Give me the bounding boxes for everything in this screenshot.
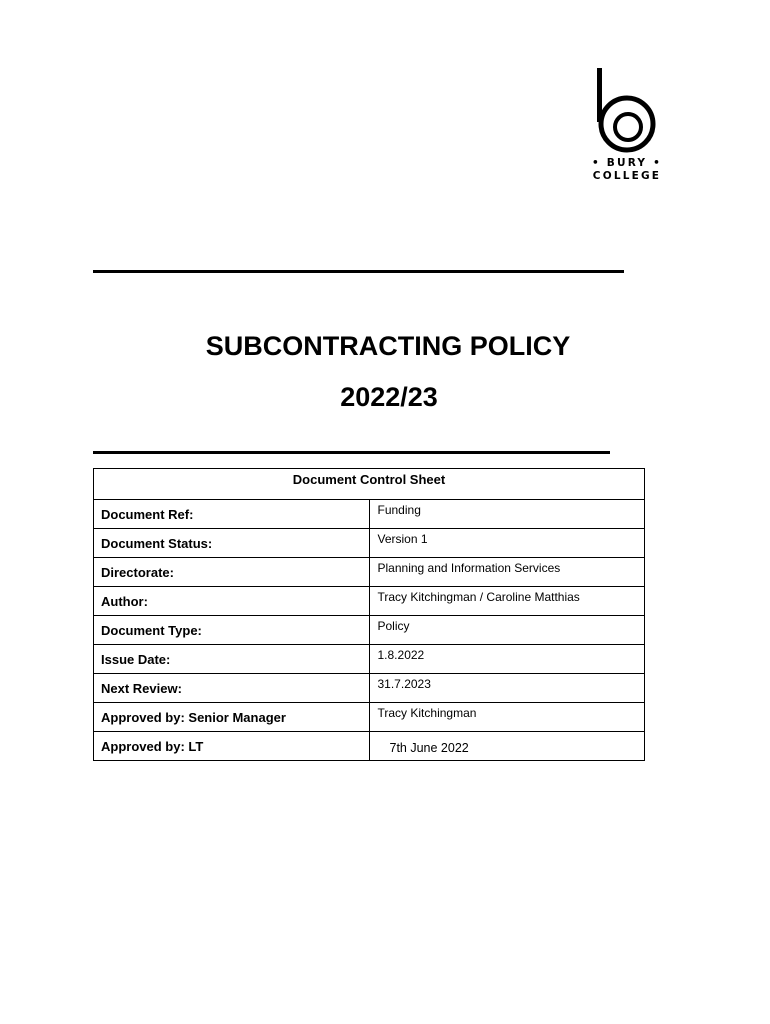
logo-text-college: COLLEGE (592, 170, 662, 182)
table-row (94, 529, 645, 558)
top-divider-line (93, 270, 624, 273)
row-label: Next Review: (94, 674, 370, 703)
row-label: Author: (94, 587, 370, 616)
logo-text-bury: • BURY • (592, 157, 662, 169)
row-value: 7th June 2022 (369, 732, 645, 761)
document-control-table (93, 468, 645, 761)
row-value: 31.7.2023 (369, 674, 645, 703)
table-row (94, 558, 645, 587)
table-row (94, 616, 645, 645)
table-row (94, 674, 645, 703)
policy-title: SUBCONTRACTING POLICY (205, 331, 571, 361)
row-value: 1.8.2022 (369, 645, 645, 674)
row-value: Tracy Kitchingman / Caroline Matthias (369, 587, 645, 616)
table-row (94, 703, 645, 732)
table-row (94, 645, 645, 674)
row-label: Approved by: LT (94, 732, 370, 761)
bury-college-logo (588, 66, 666, 186)
row-value: Planning and Information Services (369, 558, 645, 587)
row-value: Version 1 (369, 529, 645, 558)
table-row (94, 587, 645, 616)
row-label: Document Ref: (94, 500, 370, 529)
table-header-row (94, 469, 645, 500)
row-label: Approved by: Senior Manager (94, 703, 370, 732)
bottom-divider-line (93, 451, 610, 454)
table-heading: Document Control Sheet (94, 469, 645, 500)
row-label: Document Status: (94, 529, 370, 558)
row-value: Policy (369, 616, 645, 645)
table-row (94, 500, 645, 529)
policy-year: 2022/23 (340, 382, 438, 412)
table-row (94, 732, 645, 761)
row-value: Funding (369, 500, 645, 529)
row-value: Tracy Kitchingman (369, 703, 645, 732)
row-label: Issue Date: (94, 645, 370, 674)
row-label: Document Type: (94, 616, 370, 645)
logo-b-mark-icon (588, 66, 666, 156)
row-label: Directorate: (94, 558, 370, 587)
